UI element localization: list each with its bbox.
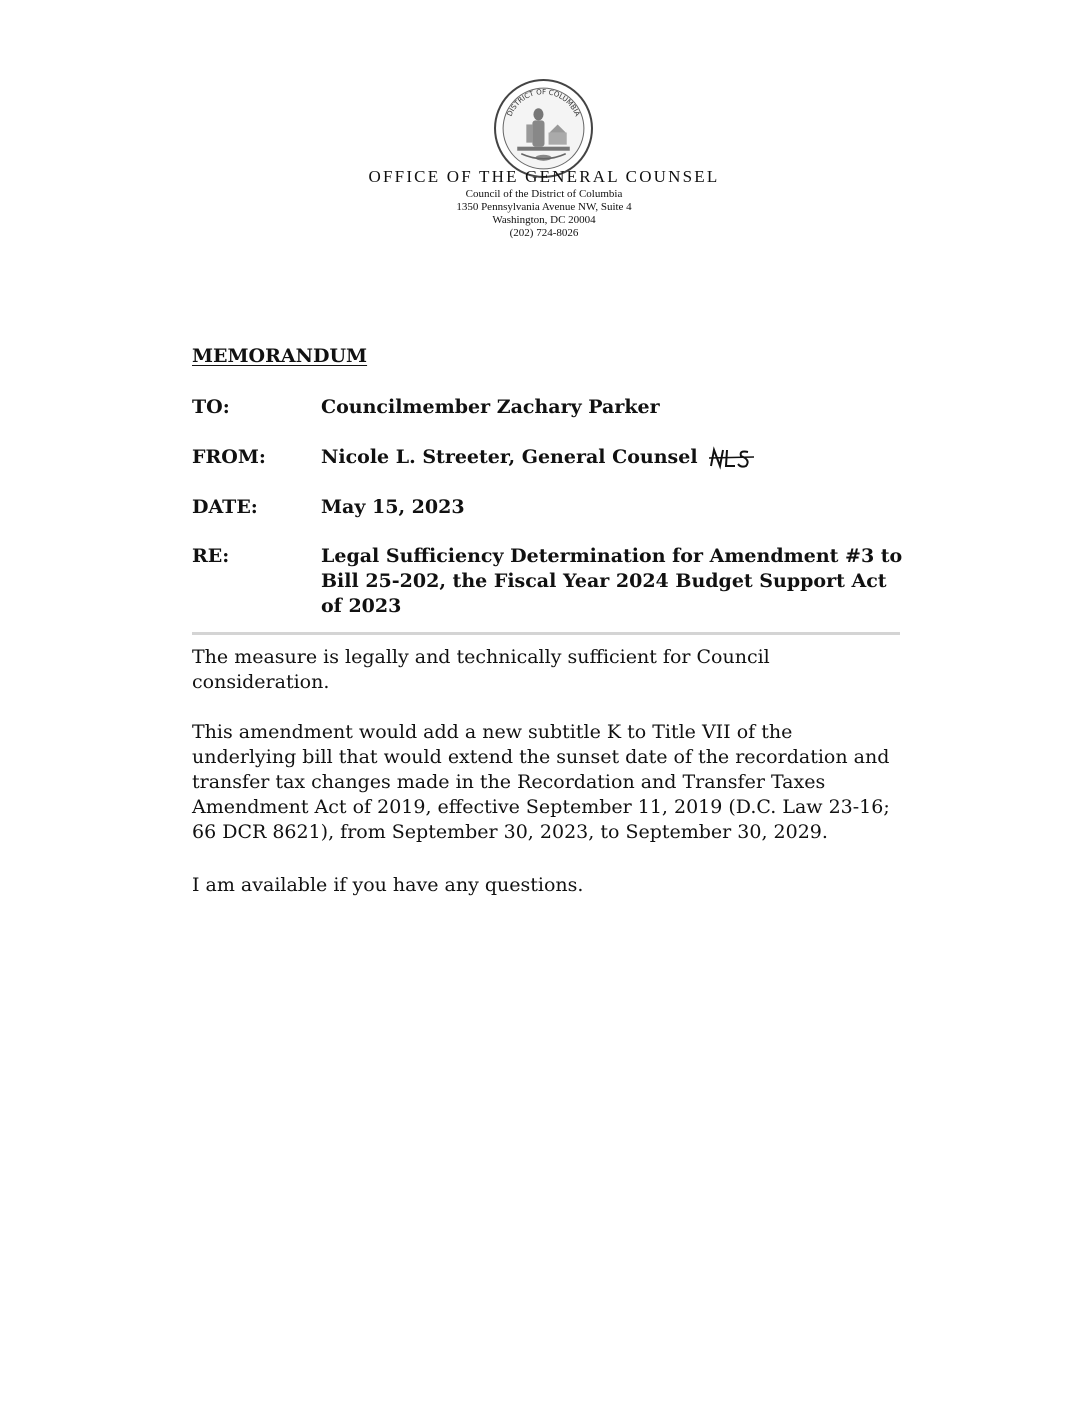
from-value: Nicole L. Streeter, General Counsel xyxy=(321,446,698,468)
address-line: Council of the District of Columbia xyxy=(465,188,623,200)
to-value: Councilmember Zachary Parker xyxy=(321,396,660,418)
re-value: Legal Sufficiency Determination for Amendment #3 to Bill 25-202, the Fiscal Year 2024 Budget Support Act of 2023 xyxy=(321,545,903,617)
letterhead xyxy=(0,166,1088,240)
re-label: RE: xyxy=(192,545,230,567)
body-paragraph: I am available if you have any questions. xyxy=(192,874,584,896)
to-label: TO: xyxy=(192,396,230,418)
body-paragraph: The measure is legally and technically sufficient for Council consideration. xyxy=(192,646,770,693)
handwritten-initials-icon xyxy=(708,446,758,470)
divider xyxy=(192,632,900,635)
address-line: (202) 724-8026 xyxy=(509,227,579,239)
svg-text:DISTRICT OF COLUMBIA: DISTRICT OF COLUMBIA xyxy=(504,87,583,118)
memo-heading: MEMORANDUM xyxy=(192,345,368,367)
date-label: DATE: xyxy=(192,496,258,518)
from-value-wrap xyxy=(321,445,911,470)
district-seal-icon xyxy=(493,78,594,179)
from-label: FROM: xyxy=(192,446,266,468)
office-title: OFFICE OF THE GENERAL COUNSEL xyxy=(368,167,720,186)
date-value: May 15, 2023 xyxy=(321,496,465,518)
address-line: Washington, DC 20004 xyxy=(492,214,596,226)
body-paragraph: This amendment would add a new subtitle K to Title VII of the underlying bill that would extend the sunset date of the recordation and transfer tax changes made in the Recordation and Transfer Taxes Amendment Act of 2019, effective September 11, 2019 (D.C. Law 23-16; 66 DCR 8621), from September 30, 2023, to September 30, 2029. xyxy=(192,721,890,843)
address-line: 1350 Pennsylvania Avenue NW, Suite 4 xyxy=(456,201,632,213)
